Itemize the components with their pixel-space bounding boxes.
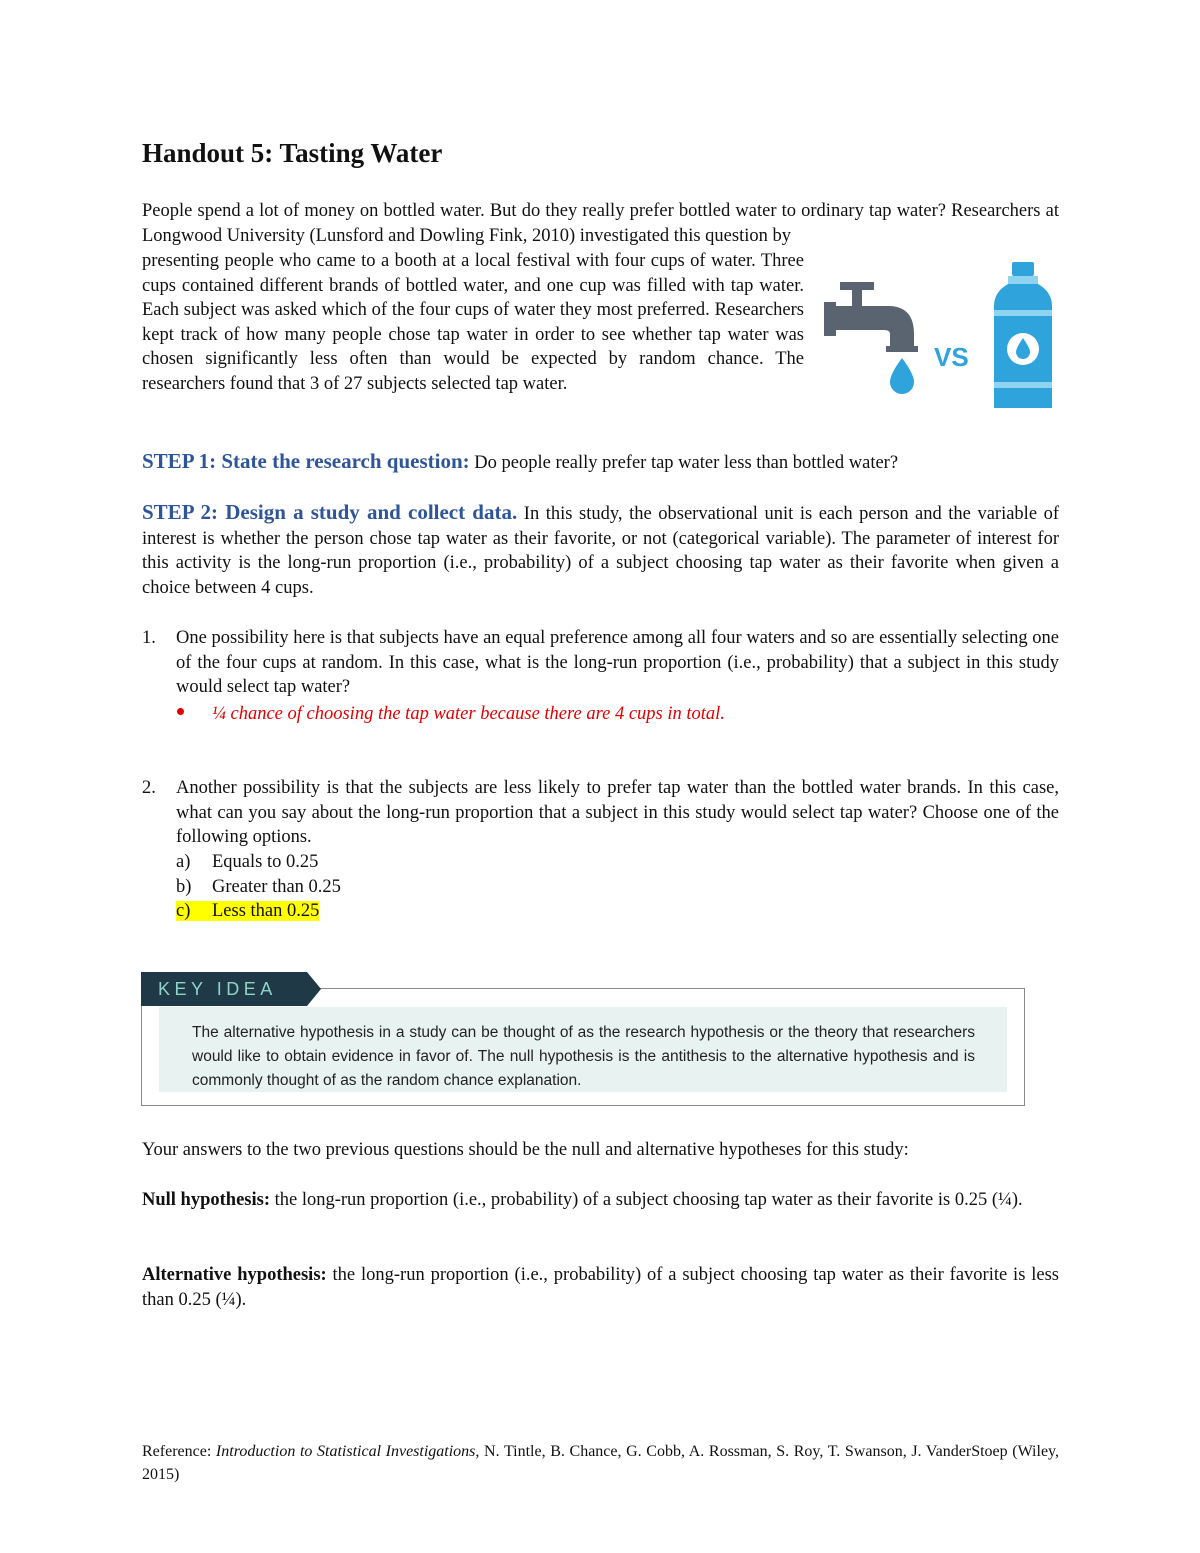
alternative-hypothesis [142,1263,1059,1312]
step2-heading: STEP 2: Design a study and collect data. [142,500,518,524]
option-text: Greater than 0.25 [212,877,341,897]
question-1-number: 1. [142,628,156,648]
tap-vs-bottle-illustration [822,262,1062,412]
reference-prefix: Reference: [142,1443,216,1460]
question-2-number: 2. [142,778,156,798]
key-idea-label: KEY IDEA [158,979,277,999]
intro-paragraph-wrapped: presenting people who came to a booth at a local festival with four cups of water. Three cups contained different brands of bottled water, and one cup was filled with tap water. Each subject was asked which of the four cups of water they most preferred. Researchers kept track of how many people chose tap water in order to see whether tap water was chosen significantly less often than would be expected by random chance. The researchers found that 3 of 27 subjects selected tap water. [142,251,804,394]
reference-book-title: Introduction to Statistical Investigations [215,1443,476,1460]
step1-heading: STEP 1: State the research question: [142,449,470,473]
alternative-hypothesis-label: Alternative hypothesis: [142,1265,327,1285]
reference [142,1440,1059,1486]
option-b [176,875,341,900]
option-text: Equals to 0.25 [212,852,319,872]
option-label: b) [176,877,192,897]
option-label: c) [176,901,191,921]
null-hypothesis-text: the long-run proportion (i.e., probability) of a subject choosing tap water as their favorite is 0.25 (¼). [270,1190,1023,1210]
answer-bullet-icon [177,708,184,715]
key-idea-text: The alternative hypothesis in a study can be thought of as the research hypothesis or the theory that researchers would like to obtain evidence in favor of. The null hypothesis is the antithesis to the alternative hypothesis and is commonly thought of as the random chance explanation. [192,1024,975,1089]
question-1-answer: ¼ chance of choosing the tap water because there are 4 cups in total. [212,704,725,724]
option-c-selected [176,899,319,924]
question-1-text: One possibility here is that subjects have an equal preference among all four waters and so are essentially selecting one of the four cups at random. In this case, what is the long-run proportion (i.e., probability) that a subject in this study would select tap water? [176,628,1059,698]
step1-paragraph [142,449,1059,476]
alternative-hypothesis-text: the long-run proportion (i.e., probability) of a subject choosing tap water as their favorite is less than 0.25 (¼). [142,1265,1059,1310]
page-title: Handout 5: Tasting Water [142,138,443,168]
water-bottle-icon [994,262,1052,408]
summary-paragraph: Your answers to the two previous questions should be the null and alternative hypotheses for this study: [142,1140,909,1160]
intro-paragraph-top: People spend a lot of money on bottled water. But do they really prefer bottled water to ordinary tap water? Researchers at Longwood University (Lunsford and Dowling Fink, 2010) investigated this question by [142,201,1059,246]
option-label: a) [176,852,191,872]
null-hypothesis [142,1188,1059,1213]
option-a [176,850,318,875]
option-text: Less than 0.25 [212,901,320,921]
step2-paragraph [142,500,1059,600]
step2-text: In this study, the observational unit is each person and the variable of interest is whether the person chose tap water as their favorite, or not (categorical variable). The parameter of interest for this activity is the long-run proportion (i.e., probability) of a subject choosing tap water as their favorite when given a choice between 4 cups. [142,504,1059,598]
step1-text: Do people really prefer tap water less than bottled water? [469,453,899,473]
reference-authors: , N. Tintle, B. Chance, G. Cobb, A. Rossman, S. Roy, T. Swanson, J. VanderStoep (Wiley, 2015) [142,1443,1060,1483]
faucet-icon [824,282,918,394]
null-hypothesis-label: Null hypothesis: [142,1190,270,1210]
question-2-text: Another possibility is that the subjects are less likely to prefer tap water than the bottled water brands. In this case, what can you say about the long-run proportion that a subject in this study would select tap water? Choose one of the following options. [176,778,1059,848]
vs-label: VS [934,342,969,372]
